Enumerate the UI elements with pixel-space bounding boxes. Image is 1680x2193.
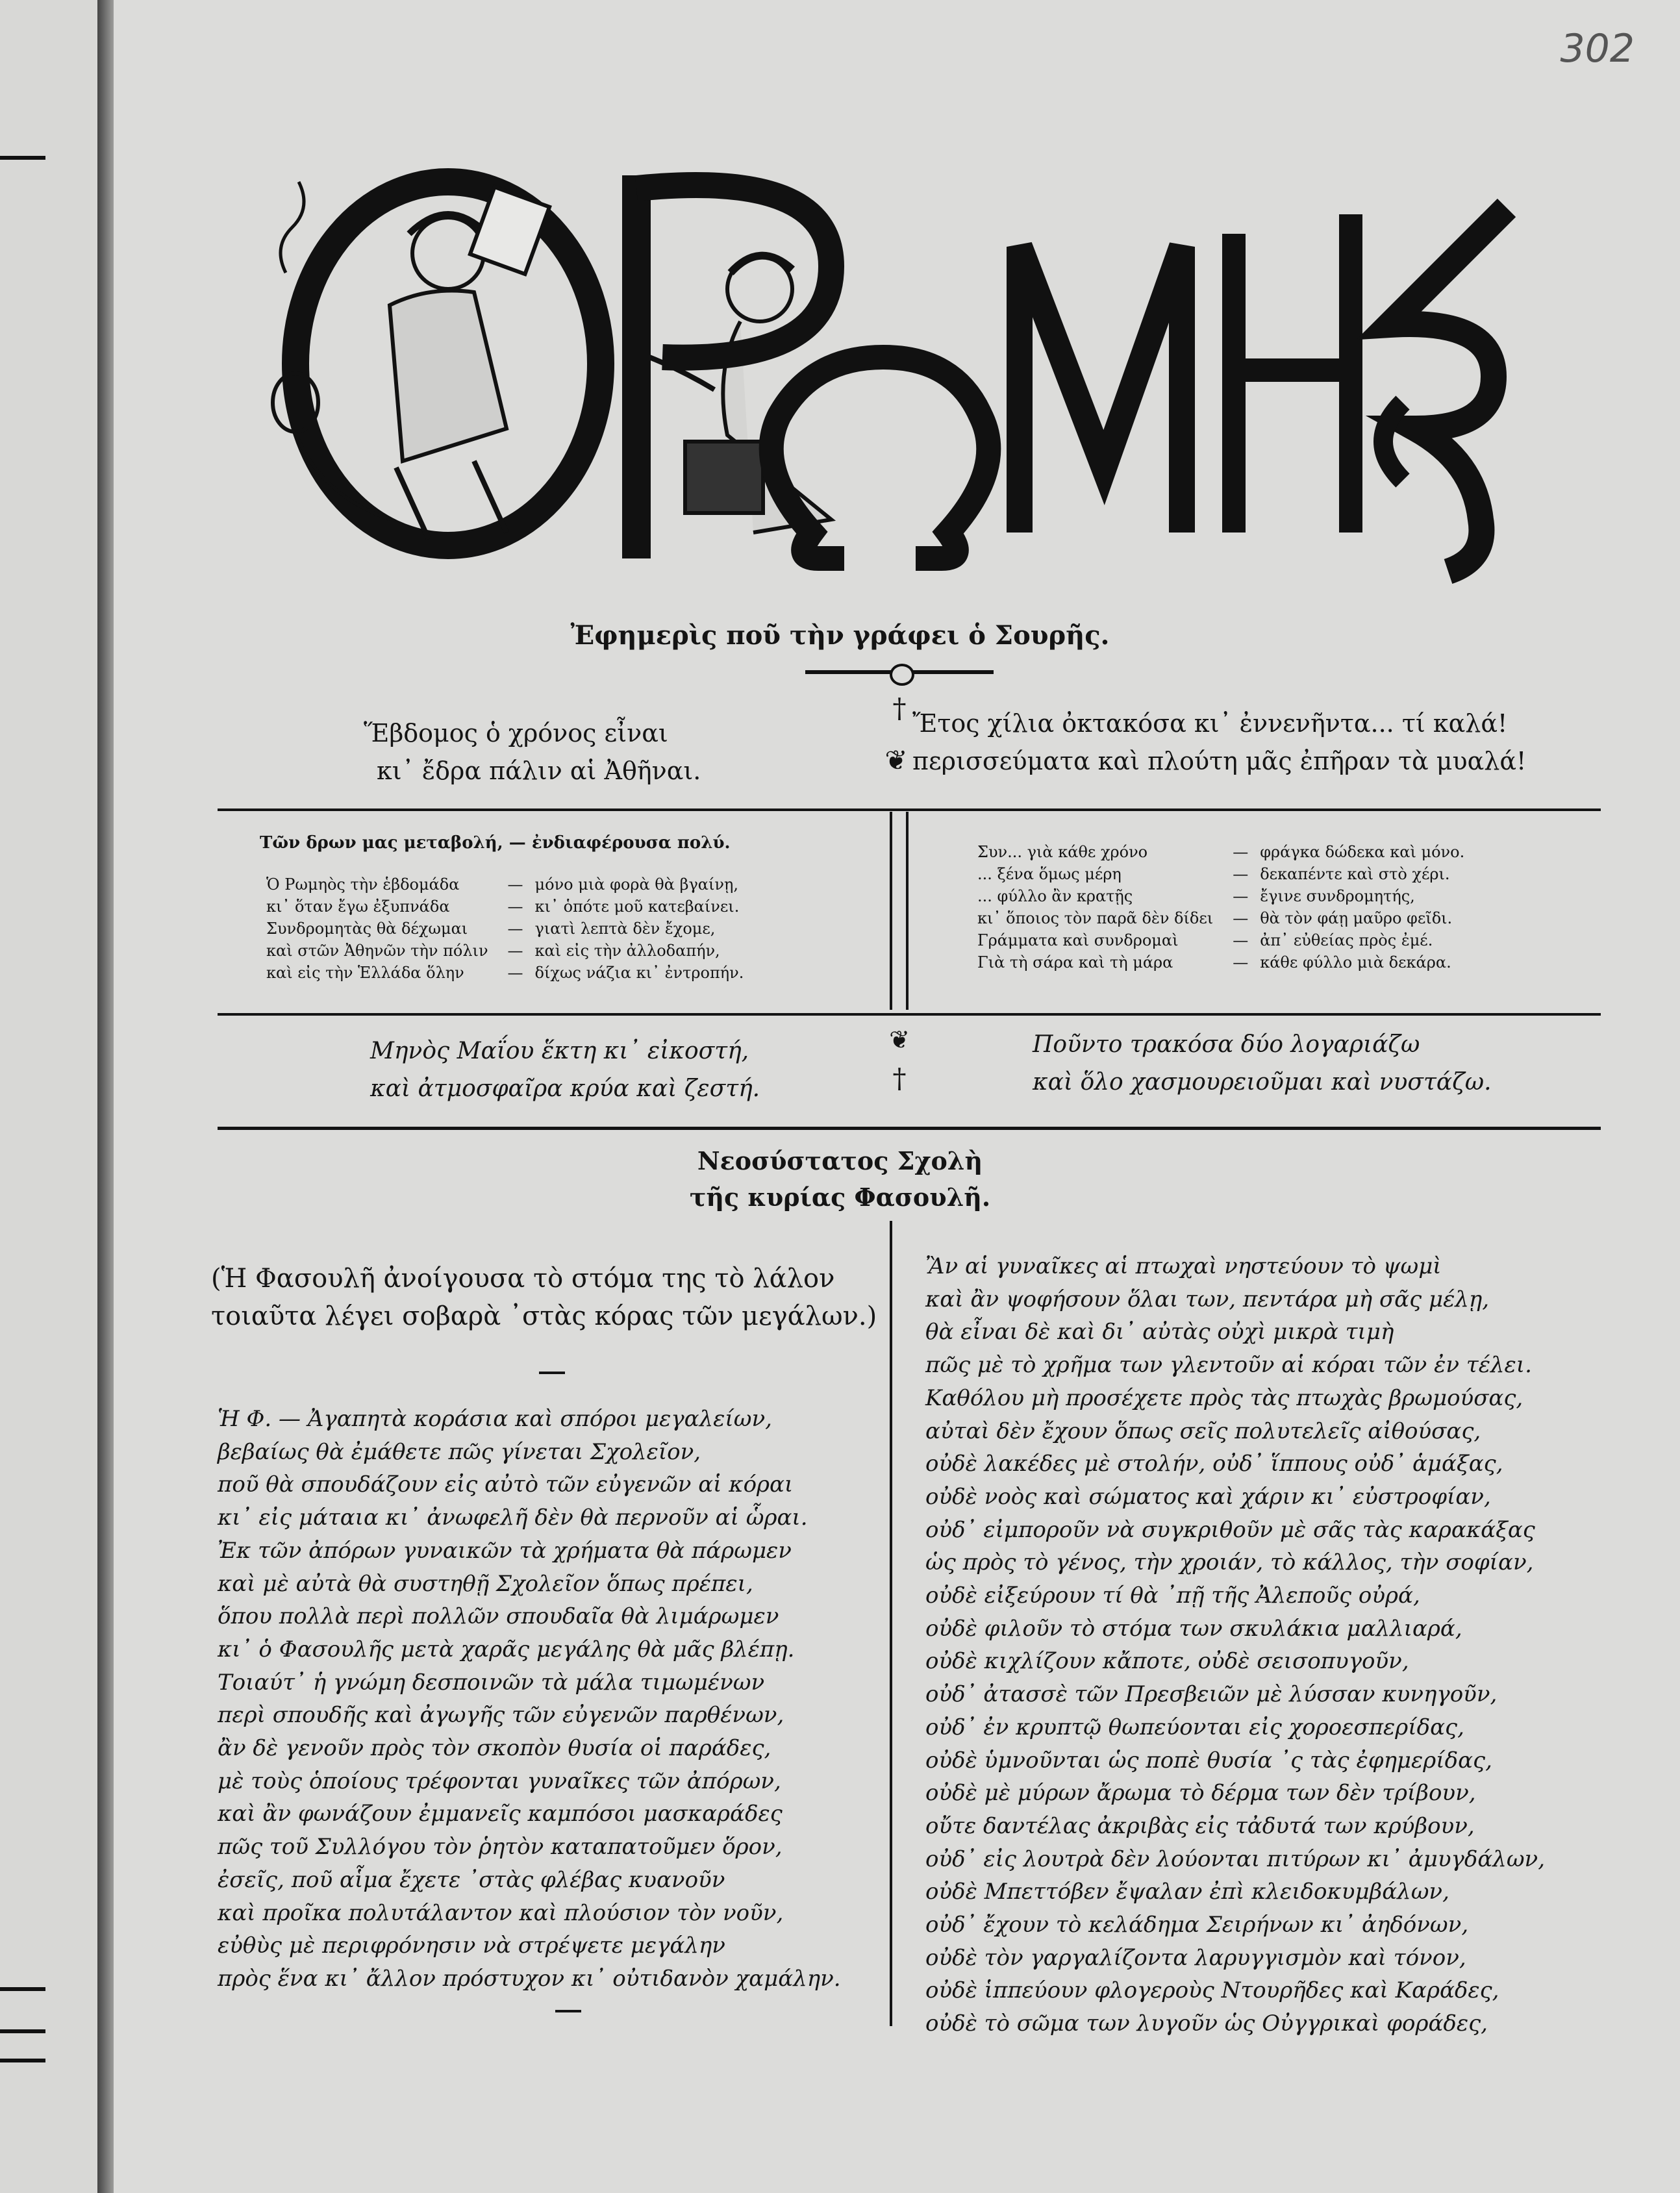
text-line: οὐδὲ τὸν γαργαλίζοντα λαρυγγισμὸν καὶ τόνον, xyxy=(925,1944,1466,1971)
terms-row: Γιὰ τὴ σάρα καὶ τὴ μάρα — κάθε φύλλο μιὰ δεκάρα. xyxy=(977,953,1451,971)
verse-line: Ἕβδομος ὁ χρόνος εἶναι xyxy=(364,719,668,747)
dateline-right xyxy=(1033,1026,1492,1101)
box-bottom-rule xyxy=(218,1013,1601,1016)
ornamental-rule xyxy=(805,670,994,674)
text-line: οὐδὲ εἰξεύρουν τί θὰ ᾽πῇ τῆς Ἀλεποῦς οὐρά, xyxy=(925,1583,1420,1609)
terms-row: ... φύλλο ἂν κρατῇς — ἔγινε συνδρομητής, xyxy=(977,887,1415,905)
adjacent-page-strip xyxy=(0,0,101,2193)
title-line: Νεοσύστατος Σχολὴ xyxy=(697,1146,983,1175)
terms-row: καὶ εἰς τὴν Ἑλλάδα ὅλην — δίχως νάζια κι᾽ ἐντροπήν. xyxy=(266,964,744,982)
title-line: τῆς κυρίας Φασουλῆ. xyxy=(689,1183,991,1212)
terms-row: Ὁ Ρωμηὸς τὴν ἑβδομάδα — μόνο μιὰ φορὰ θὰ βγαίνῃ, xyxy=(266,875,739,894)
header-verse-right xyxy=(912,705,1526,780)
text-line: οὐδὲ ἱππεύουν φλογεροὺς Ντουρῆδες καὶ Καράδες, xyxy=(925,1977,1499,2004)
text-line: οὐδ᾽ εἰς λουτρὰ δὲν λούονται πιτύρων κι᾽ ἀμυγδάλων, xyxy=(925,1846,1546,1872)
text-line: οὔτε δαντέλας ἀκριβὰς εἰς τἀδυτά των κρύβουν, xyxy=(925,1812,1475,1839)
text-line: Ἐκ τῶν ἀπόρων γυναικῶν τὰ χρήματα θὰ πάρωμεν xyxy=(218,1537,792,1564)
strip-mark xyxy=(0,156,45,160)
terms-row: Συν... γιὰ κάθε χρόνο — φράγκα δώδεκα καὶ μόνο. xyxy=(977,843,1465,861)
box-divider xyxy=(906,812,909,1010)
verse-line: περισσεύματα καὶ πλούτη μᾶς ἐπῆραν τὰ μυαλά! xyxy=(912,747,1527,775)
text-line: καὶ ἂν ψοφήσουν ὅλαι των, πεντάρα μὴ σᾶς μέλῃ, xyxy=(925,1286,1490,1312)
verse-line: κι᾽ ἔδρα πάλιν αἱ Ἀθῆναι. xyxy=(377,757,701,785)
section-rule xyxy=(218,1127,1601,1130)
article-intro xyxy=(211,1260,877,1335)
text-line: πῶς τοῦ Συλλόγου τὸν ῥητὸν καταπατοῦμεν ὅρον, xyxy=(218,1834,783,1861)
text-line: οὐδὲ ὑμνοῦνται ὡς ποπὲ θυσία ᾽ς τὰς ἐφημερίδας, xyxy=(925,1747,1492,1773)
fleuron-icon: † xyxy=(892,692,907,724)
text-line: εὐθὺς μὲ περιφρόνησιν νὰ στρέψετε μεγάλην xyxy=(218,1933,725,1959)
verse-line: Ποῦντο τρακόσα δύο λογαριάζω xyxy=(1033,1031,1420,1058)
text-line: πῶς μὲ τὸ χρῆμα των γλεντοῦν αἱ κόραι τῶν ἐν τέλει. xyxy=(925,1352,1532,1379)
text-line: οὐδὲ Μπεττόβεν ἔψαλαν ἐπὶ κλειδοκυμβάλων, xyxy=(925,1879,1449,1905)
text-line: Ἡ Φ. — Ἀγαπητὰ κοράσια καὶ σπόροι μεγαλείων, xyxy=(218,1406,772,1432)
masthead-subtitle: Ἐφημερὶς ποῦ τὴν γράφει ὁ Σουρῆς. xyxy=(570,620,1110,651)
verse-line: καὶ ὅλο χασμουρειοῦμαι καὶ νυστάζω. xyxy=(1033,1069,1492,1096)
text-line: Τοιαύτ᾽ ἡ γνώμη δεσποινῶν τὰ μάλα τιμωμένων xyxy=(218,1669,765,1696)
text-line: οὐδ᾽ ἀτασσὲ τῶν Πρεσβειῶν μὲ λύσσαν κυνηγοῦν, xyxy=(925,1681,1498,1708)
separator-dash xyxy=(539,1372,565,1374)
subscription-terms-right xyxy=(977,841,1472,973)
terms-row: κι᾽ ὅταν ἔγω ἐξυπνάδα — κι᾽ ὁπότε μοῦ κατεβαίνει. xyxy=(266,897,740,916)
verse-line: καὶ ἀτμοσφαῖρα κρύα καὶ ζεστή. xyxy=(370,1075,760,1102)
text-line: αὐταὶ δὲν ἔχουν ὅπως σεῖς πολυτελεῖς αἰθούσας, xyxy=(925,1418,1481,1444)
text-line: πρὸς ἕνα κι᾽ ἄλλον πρόστυχον κι᾽ οὐτιδανὸν χαμάλην. xyxy=(218,1965,841,1992)
text-line: κι᾽ εἰς μάταια κι᾽ ἀνωφελῆ δὲν θὰ περνοῦν αἱ ὧραι. xyxy=(218,1505,808,1531)
text-line: Ἂν αἱ γυναῖκες αἱ πτωχαὶ νηστεύουν τὸ ψωμὶ xyxy=(925,1253,1442,1279)
text-line: Καθόλου μὴ προσέχετε πρὸς τὰς πτωχὰς βρωμούσας, xyxy=(925,1385,1523,1411)
box-divider xyxy=(890,812,892,1010)
masthead-logo xyxy=(260,156,1546,584)
page-number: 302 xyxy=(1560,26,1635,71)
text-line: οὐδὲ τὸ σῶμα των λυγοῦν ὡς Οὐγγρικαὶ φοράδες, xyxy=(925,2011,1488,2037)
separator-dash xyxy=(555,2010,581,2012)
box-top-rule xyxy=(218,808,1601,811)
terms-row: κι᾽ ὅποιος τὸν παρᾶ δὲν δίδει — θὰ τὸν φάῃ μαῦρο φεῖδι. xyxy=(977,909,1453,927)
text-line: ἂν δὲ γενοῦν πρὸς τὸν σκοπὸν θυσία οἱ παράδες, xyxy=(218,1735,771,1762)
column-divider xyxy=(890,1221,892,2026)
announcement-heading: Τῶν δρων μας μεταβολή, — ἐνδιαφέρουσα πολύ. xyxy=(260,833,731,853)
text-line: οὐδ᾽ ἐν κρυπτῷ θωπεύονται εἰς χοροεσπερίδας, xyxy=(925,1714,1464,1740)
verse-line: Μηνὸς Μαΐου ἕκτη κι᾽ εἰκοστή, xyxy=(370,1038,749,1064)
intro-line: τοιαῦτα λέγει σοβαρὰ ᾽στὰς κόρας τῶν μεγάλων.) xyxy=(211,1301,877,1331)
text-line: κι᾽ ὁ Φασουλῆς μετὰ χαρᾶς μεγάλης θὰ μᾶς βλέπῃ. xyxy=(218,1636,795,1662)
article-column-right xyxy=(925,1250,1545,2040)
article-title xyxy=(0,1143,1680,1216)
text-line: οὐδ᾽ ἔχουν τὸ κελάδημα Σειρήνων κι᾽ ἀηδόνων, xyxy=(925,1912,1469,1938)
fleuron-icon: † xyxy=(892,1062,907,1094)
terms-row: Γράμματα καὶ συνδρομαὶ — ἀπ᾽ εὐθείας πρὸς ἐμέ. xyxy=(977,931,1433,949)
text-line: οὐδὲ κιχλίζουν κἄποτε, οὐδὲ σεισοπυγοῦν, xyxy=(925,1648,1409,1675)
text-line: καὶ ἂν φωνάζουν ἐμμανεῖς καμπόσοι μασκαράδες xyxy=(218,1801,783,1827)
smoking-man-illustration xyxy=(273,182,549,539)
text-line: οὐδὲ φιλοῦν τὸ στόμα των σκυλάκια μαλλιαρά, xyxy=(925,1615,1462,1642)
text-line: μὲ τοὺς ὁποίους τρέφονται γυναῖκες τῶν ἀπόρων, xyxy=(218,1768,781,1794)
article-column-left xyxy=(218,1403,841,1996)
text-line: ἐσεῖς, ποῦ αἷμα ἔχετε ᾽στὰς φλέβας κυανοῦν xyxy=(218,1866,725,1893)
verse-line: Ἔτος χίλια ὀκτακόσα κι᾽ ἐννενῆντα... τί καλά! xyxy=(912,709,1508,738)
terms-row: καὶ στῶν Ἀθηνῶν τὴν πόλιν — καὶ εἰς τὴν ἀλλοδαπήν, xyxy=(266,942,720,960)
strip-mark xyxy=(0,1987,45,1991)
terms-row: ... ξένα ὅμως μέρη — δεκαπέντε καὶ στὸ χέρι. xyxy=(977,865,1450,883)
header-verse-left xyxy=(364,714,701,790)
text-line: θὰ εἶναι δὲ καὶ δι᾽ αὐτὰς οὐχὶ μικρὰ τιμὴ xyxy=(925,1319,1394,1346)
text-line: οὐδὲ νοὸς καὶ σώματος καὶ χάριν κι᾽ εὐστροφίαν, xyxy=(925,1483,1491,1510)
terms-row: Συνδρομητὰς θὰ δέχωμαι — γιατὶ λεπτὰ δὲν ἔχομε, xyxy=(266,920,716,938)
text-line: βεβαίως θὰ ἐμάθετε πῶς γίνεται Σχολεῖον, xyxy=(218,1438,701,1465)
strip-mark xyxy=(0,2029,45,2033)
dateline-left xyxy=(370,1033,760,1108)
text-line: ὡς πρὸς τὸ γένος, τὴν χροιάν, τὸ κάλλος, τὴν σοφίαν, xyxy=(925,1549,1534,1576)
text-line: ποῦ θὰ σπουδάζουν εἰς αὐτὸ τῶν εὐγενῶν αἱ κόραι xyxy=(218,1472,794,1498)
text-line: ὅπου πολλὰ περὶ πολλῶν σπουδαῖα θὰ λιμάρωμεν xyxy=(218,1603,779,1630)
text-line: καὶ μὲ αὐτὰ θὰ συστηθῇ Σχολεῖον ὅπως πρέπει, xyxy=(218,1570,753,1597)
strip-mark xyxy=(0,2059,45,2062)
subscription-terms-left xyxy=(266,873,751,984)
text-line: οὐδὲ μὲ μύρων ἄρωμα τὸ δέρμα των δὲν τρίβουν, xyxy=(925,1780,1476,1807)
intro-line: (Ἡ Φασουλῆ ἀνοίγουσα τὸ στόμα της τὸ λάλον xyxy=(211,1264,835,1294)
fleuron-icon: ❦ xyxy=(889,1025,910,1054)
text-line: οὐδὲ λακέδες μὲ στολήν, οὐδ᾽ ἵππους οὐδ᾽ ἁμάξας, xyxy=(925,1451,1503,1477)
fleuron-icon: ❦ xyxy=(884,744,908,776)
text-line: περὶ σπουδῆς καὶ ἀγωγῆς τῶν εὐγενῶν παρθένων, xyxy=(218,1702,784,1729)
text-line: καὶ προῖκα πολυτάλαντον καὶ πλούσιον τὸν νοῦν, xyxy=(218,1899,784,1926)
text-line: οὐδ᾽ εἰμποροῦν νὰ συγκριθοῦν μὲ σᾶς τὰς καρακάξας xyxy=(925,1516,1535,1543)
